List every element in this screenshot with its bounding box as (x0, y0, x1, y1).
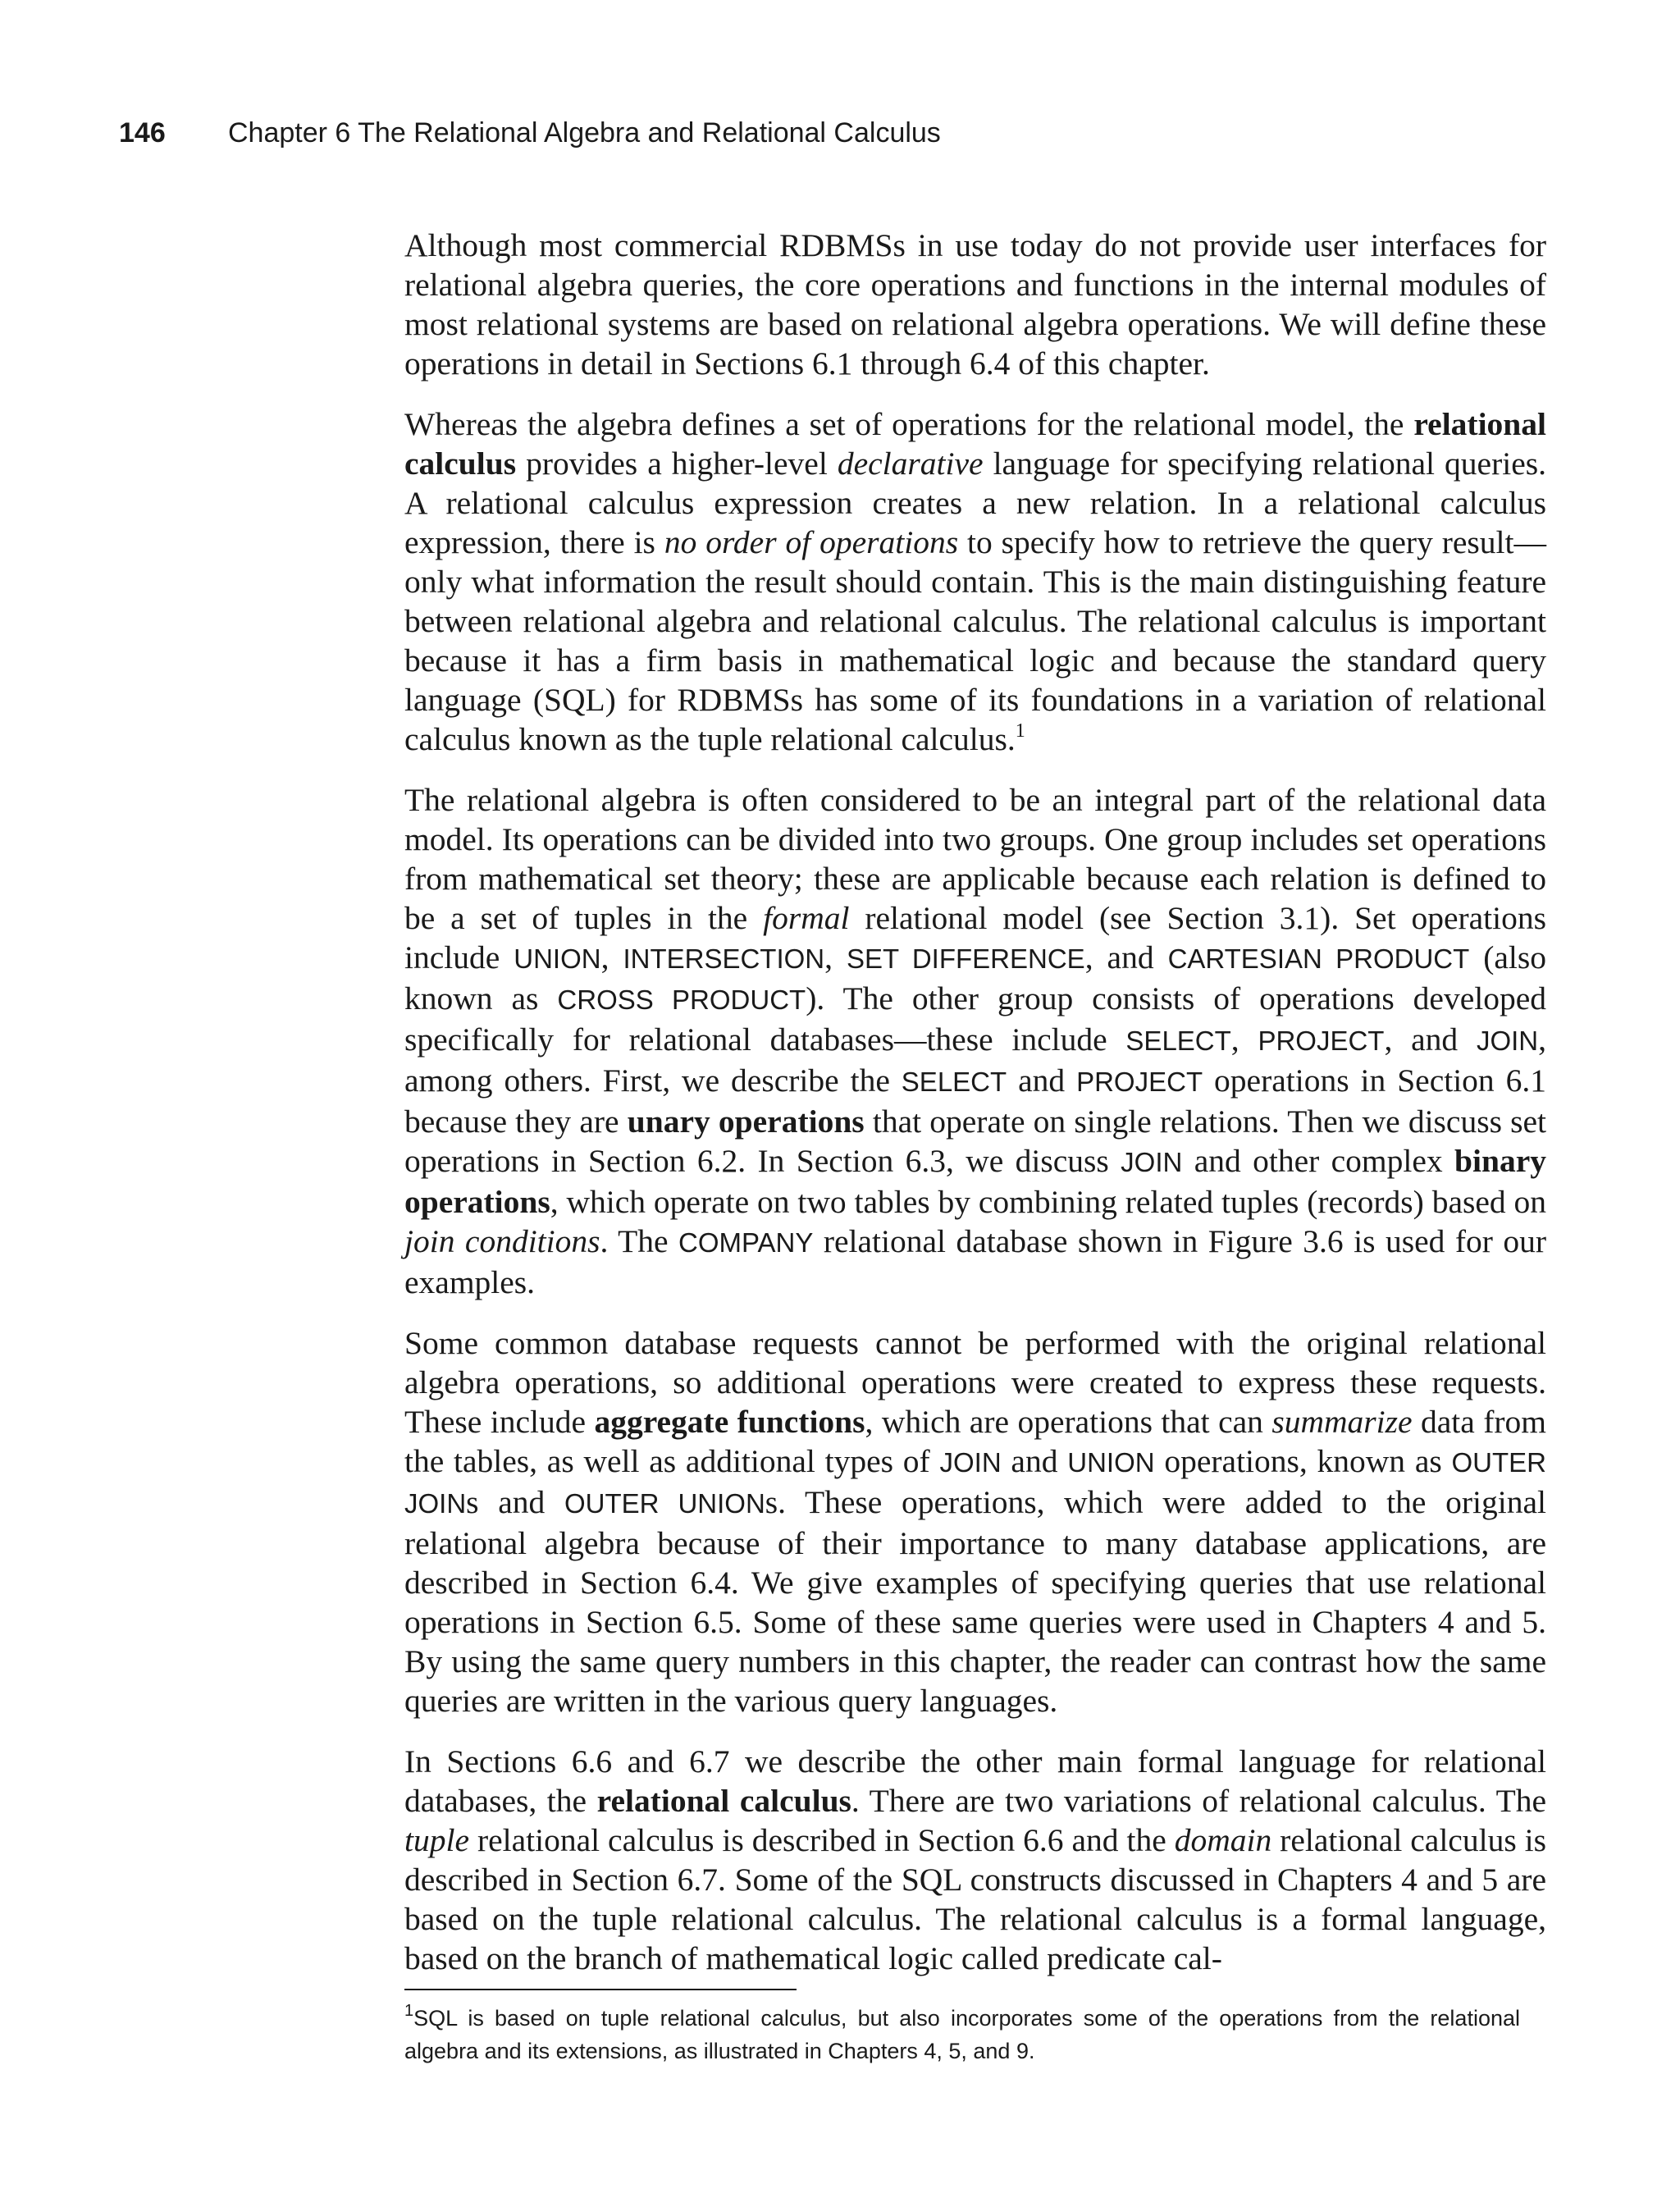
text-run: relational calculus is described in Section 6.7. Some of the SQL constructs discussed in Chapters 4 and 5 are based on the tuple relational calculus. The relational calculus is a formal language, based on the branch of mathematical logic called predicate cal- (404, 1822, 1546, 1976)
text-run: Whereas the algebra defines a set of operations for the relational model, the (404, 406, 1414, 442)
operation-name: JOIN (1121, 1147, 1183, 1177)
text-run: ). The other group consists of operations developed specifically for relational databases—these include (404, 980, 1546, 1058)
italic-term: domain (1174, 1822, 1272, 1858)
paragraph (404, 1323, 1546, 1720)
paragraph: Although most commercial RDBMSs in use today do not provide user interfaces for relational algebra queries, the core operations and functions in the internal modules of most relational systems are based on relational algebra operations. We will define these operations in detail in Sections 6.1 through 6.4 of this chapter. (404, 227, 1546, 381)
operation-name: SELECT (1125, 1026, 1231, 1056)
operation-name: OUTER UNION (564, 1488, 765, 1519)
operation-name: CROSS PRODUCT (557, 985, 806, 1015)
text-run: , which operate on two tables by combining related tuples (records) based on (550, 1184, 1547, 1220)
text-run: In Sections 6.6 and 6.7 we describe the other main formal language for relational databases, the (404, 1743, 1546, 1819)
paragraph (404, 780, 1546, 1302)
text-run: , and (1384, 1021, 1477, 1058)
operation-name: PROJECT (1258, 1026, 1385, 1056)
footnote-divider (404, 1989, 797, 1990)
operation-name: JOIN (939, 1447, 1002, 1478)
paragraph (404, 1742, 1546, 1978)
italic-term: tuple (404, 1822, 469, 1858)
operation-name: INTERSECTION (623, 943, 825, 974)
italic-term: formal (763, 900, 850, 936)
operation-name: JOIN (1476, 1026, 1539, 1056)
text-run: and (1007, 1062, 1077, 1099)
text-run: relational database shown in Figure 3.6 is used for our examples. (404, 1223, 1546, 1300)
text-run: The relational algebra is often considered to be an integral part of the relational data model. Its operations can be divided into two groups. One group includes set operations from mathematical set theory; these are applicable because each relation is defined to be a set of tuples in the (404, 782, 1546, 936)
text-run: relational model (see Section 3.1). Set operations include (404, 900, 1546, 975)
text-run: , (1230, 1021, 1258, 1058)
bold-term: unary operations (627, 1103, 865, 1140)
text-run: Some common database requests cannot be performed with the original relational algebra operations, so additional operations were created to express these requests. These include (404, 1325, 1546, 1440)
text-run: , and (1084, 939, 1168, 975)
italic-term: no order of operations (664, 524, 959, 560)
text-run: (also known as (404, 939, 1547, 1016)
text-run: that operate on single relations. Then we discuss set operations in Section 6.2. In Section 6.3, we discuss (404, 1103, 1546, 1179)
text-run: provides a higher-level (516, 445, 838, 482)
text-run: . The (600, 1223, 678, 1259)
operation-name: UNION (514, 943, 601, 974)
text-run: relational calculus is described in Section 6.6 and the (468, 1822, 1175, 1858)
text-run: s and (466, 1484, 564, 1520)
text-run: and other complex (1182, 1143, 1455, 1179)
bold-term: aggregate functions (594, 1404, 865, 1440)
italic-term: join conditions (404, 1223, 600, 1259)
text-run: , (824, 939, 847, 975)
text-run: , among others. First, we describe the (404, 1021, 1546, 1099)
italic-term: declarative (837, 445, 984, 482)
text-run: language for specifying relational queries. A relational calculus expression creates a new relation. In a relational calculus expression, there is (404, 445, 1546, 560)
footnote-number: 1 (404, 2002, 414, 2020)
footnote-reference: 1 (1015, 720, 1025, 742)
database-name: COMPANY (678, 1227, 814, 1258)
italic-term: summarize (1271, 1404, 1413, 1440)
operation-name: SELECT (901, 1067, 1007, 1097)
text-run: to specify how to retrieve the query result—only what information the result should contain. This is the main distinguishing feature between relational algebra and relational calculus. The relational calculus is important because it has a firm basis in mathematical logic and because the standard query language (SQL) for RDBMSs has some of its foundations in a variation of relational calculus known as the tuple relational calculus. (404, 524, 1546, 757)
operation-name: PROJECT (1076, 1067, 1203, 1097)
bold-term: binary operations (404, 1143, 1546, 1220)
text-run: operations in Section 6.1 because they are (404, 1062, 1546, 1140)
bold-term: relational calculus (596, 1783, 851, 1819)
footnote (404, 2002, 1520, 2067)
text-run: , (600, 939, 623, 975)
text-run: operations, known as (1154, 1443, 1452, 1479)
bold-term: relational calculus (404, 406, 1546, 482)
paragraph (404, 404, 1546, 759)
text-run: s. These operations, which were added to the original relational algebra because of their importance to many database applications, are described in Section 6.4. We give examples of specifying queries that use relational operations in Section 6.5. Some of these same queries were used in Chapters 4 and 5. By using the same query numbers in this chapter, the reader can contrast how the same queries are written in the various query languages. (404, 1484, 1547, 1719)
operation-name: SET DIFFERENCE (847, 943, 1085, 974)
text-run: and (1001, 1443, 1068, 1479)
running-head (119, 116, 941, 149)
text-run: , which are operations that can (865, 1404, 1272, 1440)
operation-name: UNION (1067, 1447, 1155, 1478)
body-text (404, 226, 1546, 1978)
text-run: . There are two variations of relational calculus. The (851, 1783, 1547, 1819)
operation-name: OUTER JOIN (404, 1447, 1546, 1519)
footnote-text: SQL is based on tuple relational calculus, but also incorporates some of the operations from the relational algebra and its extensions, as illustrated in Chapters 4, 5, and 9. (404, 2006, 1520, 2063)
page-number: 146 (119, 117, 166, 148)
chapter-title: Chapter 6 The Relational Algebra and Relational Calculus (228, 117, 941, 148)
operation-name: CARTESIAN PRODUCT (1167, 943, 1470, 974)
text-run: data from the tables, as well as additional types of (404, 1404, 1546, 1479)
